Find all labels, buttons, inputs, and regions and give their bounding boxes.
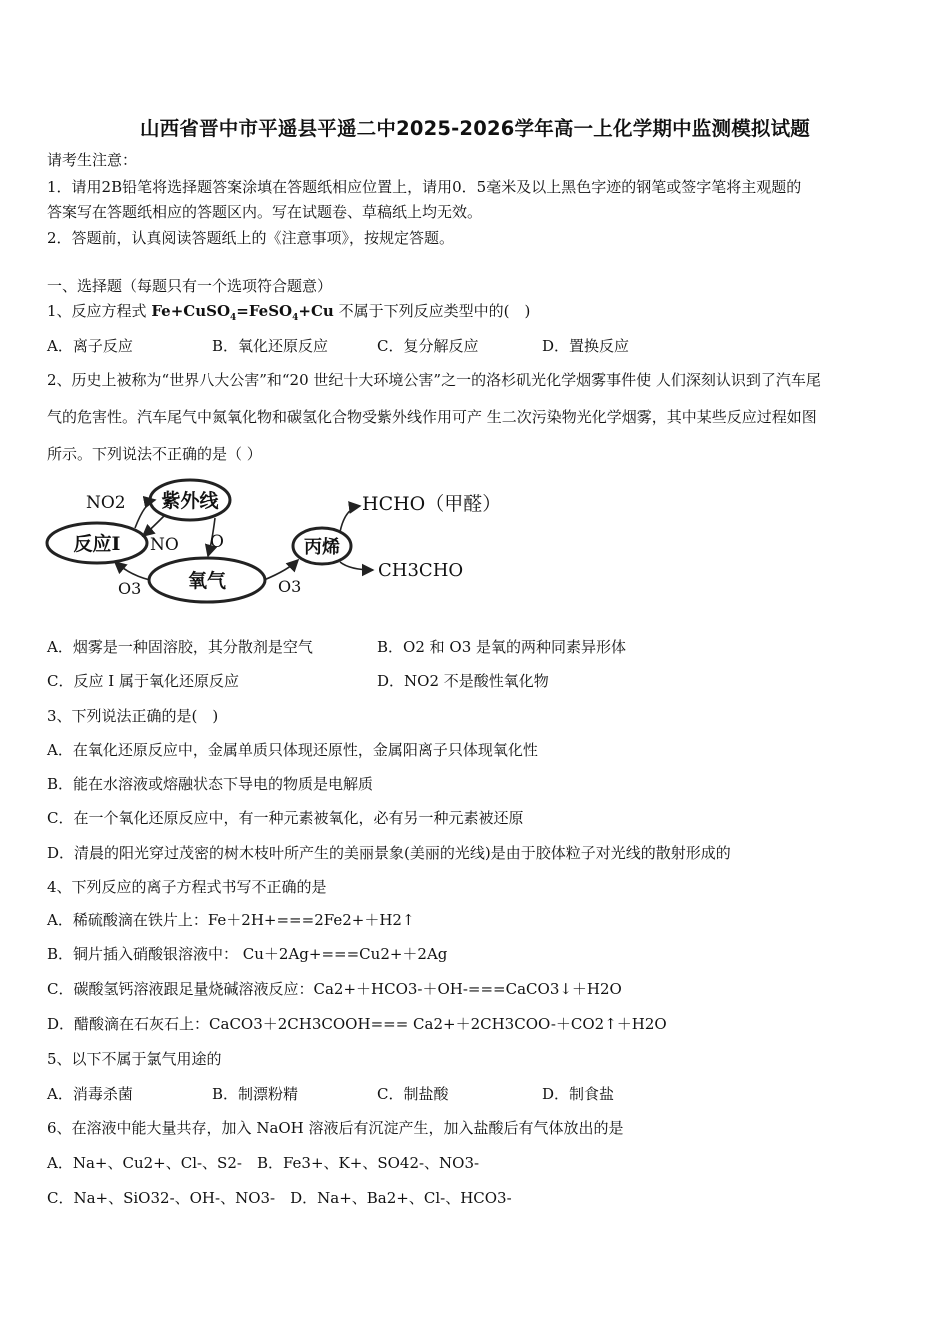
question-1-stem xyxy=(47,301,530,324)
q4-option-d[interactable]: D．醋酸滴在石灰石上：CaCO3＋2CH3COOH=== Ca2+＋2CH3COO-＋CO2↑＋H2O xyxy=(47,1015,667,1033)
label-reaction1: 反应I xyxy=(73,533,121,555)
q3-option-a[interactable]: A．在氧化还原反应中，金属单质只体现还原性，金属阳离子只体现氧化性 xyxy=(47,741,538,759)
arrow-o3-left xyxy=(115,562,150,580)
label-propene: 丙烯 xyxy=(304,537,340,558)
label-o: O xyxy=(210,532,224,552)
q1-option-a[interactable]: A．离子反应 xyxy=(47,337,133,355)
question-5-stem: 5、以下不属于氯气用途的 xyxy=(47,1050,222,1068)
q1-option-c[interactable]: C．复分解反应 xyxy=(377,337,479,355)
q1-stem-post: 不属于下列反应类型中的( ) xyxy=(338,302,531,320)
arrow-ch3cho xyxy=(340,562,373,570)
q2-option-a[interactable]: A．烟雾是一种固溶胶，其分散剂是空气 xyxy=(47,638,313,656)
q6-options-cd[interactable]: C．Na+、SiO32-、OH-、NO3- D．Na+、Ba2+、Cl-、HCO3- xyxy=(47,1189,512,1207)
label-ch3cho: CH3CHO xyxy=(378,560,464,581)
notice-item-2: 2．答题前，认真阅读答题纸上的《注意事项》，按规定答题。 xyxy=(47,229,455,247)
notice-item-1: 1．请用2B铅笔将选择题答案涂填在答题纸相应位置上，请用0．5毫米及以上黑色字迹的钢笔或签字笔将主观题的 xyxy=(47,178,802,196)
notice-heading: 请考生注意： xyxy=(47,151,138,169)
q1-option-b[interactable]: B．氧化还原反应 xyxy=(212,337,329,355)
question-6-stem: 6、在溶液中能大量共存，加入 NaOH 溶液后有沉淀产生，加入盐酸后有气体放出的是 xyxy=(47,1119,624,1137)
question-2-line-1: 2、历史上被称为“世界八大公害”和“20 世纪十大环境公害”之一的洛杉矶光化学烟雾事件使 人们深刻认识到了汽车尾 xyxy=(47,371,821,389)
q3-option-b[interactable]: B．能在水溶液或熔融状态下导电的物质是电解质 xyxy=(47,775,374,793)
q3-option-d[interactable]: D．清晨的阳光穿过茂密的树木枝叶所产生的美丽景象(美丽的光线)是由于胶体粒子对光线的散射形成的 xyxy=(47,844,731,862)
q6-options-ab[interactable]: A．Na+、Cu2+、Cl-、S2- B．Fe3+、K+、SO42-、NO3- xyxy=(47,1154,480,1172)
q1-stem-pre: 1、反应方程式 xyxy=(47,302,147,320)
label-o3-left: O3 xyxy=(118,579,142,598)
q5-option-d[interactable]: D．制食盐 xyxy=(542,1085,615,1103)
section-heading: 一、选择题（每题只有一个选项符合题意） xyxy=(47,277,333,295)
label-uv: 紫外线 xyxy=(161,490,219,512)
q5-option-b[interactable]: B．制漂粉精 xyxy=(212,1085,299,1103)
q1-option-d[interactable]: D．置换反应 xyxy=(542,337,630,355)
label-oxygen: 氧气 xyxy=(187,570,227,592)
smog-reaction-diagram xyxy=(40,470,510,610)
question-2-line-3: 所示。下列说法不正确的是（ ） xyxy=(47,445,262,463)
question-4-stem: 4、下列反应的离子方程式书写不正确的是 xyxy=(47,878,327,896)
q1-equation: Fe+CuSO$_4$=FeSO$_4$+Cu xyxy=(151,302,334,323)
page-title: 山西省晋中市平遥县平遥二中2025-2026学年高一上化学期中监测模拟试题 xyxy=(139,117,811,140)
label-hcho: HCHO（甲醛） xyxy=(362,493,502,515)
label-no: NO xyxy=(150,535,179,555)
q3-option-c[interactable]: C．在一个氧化还原反应中，有一种元素被氧化，必有另一种元素被还原 xyxy=(47,809,524,827)
q4-option-b[interactable]: B．铜片插入硝酸银溶液中： Cu＋2Ag+===Cu2+＋2Ag xyxy=(47,945,448,963)
arrow-hcho xyxy=(340,506,360,532)
q4-option-c[interactable]: C．碳酸氢钙溶液跟足量烧碱溶液反应：Ca2+＋HCO3-＋OH-===CaCO3↓＋H2O xyxy=(47,980,622,998)
arrow-no xyxy=(143,515,165,536)
q5-option-a[interactable]: A．消毒杀菌 xyxy=(47,1085,133,1103)
notice-item-1-cont: 答案写在答题纸相应的答题区内。写在试题卷、草稿纸上均无效。 xyxy=(47,203,483,221)
q2-option-d[interactable]: D．NO2 不是酸性氧化物 xyxy=(377,672,549,690)
label-o3-right: O3 xyxy=(278,577,302,596)
q2-option-b[interactable]: B．O2 和 O3 是氧的两种同素异形体 xyxy=(377,638,627,656)
question-3-stem: 3、下列说法正确的是( ) xyxy=(47,707,219,725)
q2-option-c[interactable]: C．反应 I 属于氧化还原反应 xyxy=(47,672,239,690)
label-no2: NO2 xyxy=(86,493,126,513)
question-2-line-2: 气的危害性。汽车尾气中氮氧化物和碳氢化合物受紫外线作用可产 生二次污染物光化学烟雾，其中某些反应过程如图 xyxy=(47,408,817,426)
q4-option-a[interactable]: A．稀硫酸滴在铁片上：Fe＋2H+===2Fe2+＋H2↑ xyxy=(47,911,415,929)
q5-option-c[interactable]: C．制盐酸 xyxy=(377,1085,449,1103)
